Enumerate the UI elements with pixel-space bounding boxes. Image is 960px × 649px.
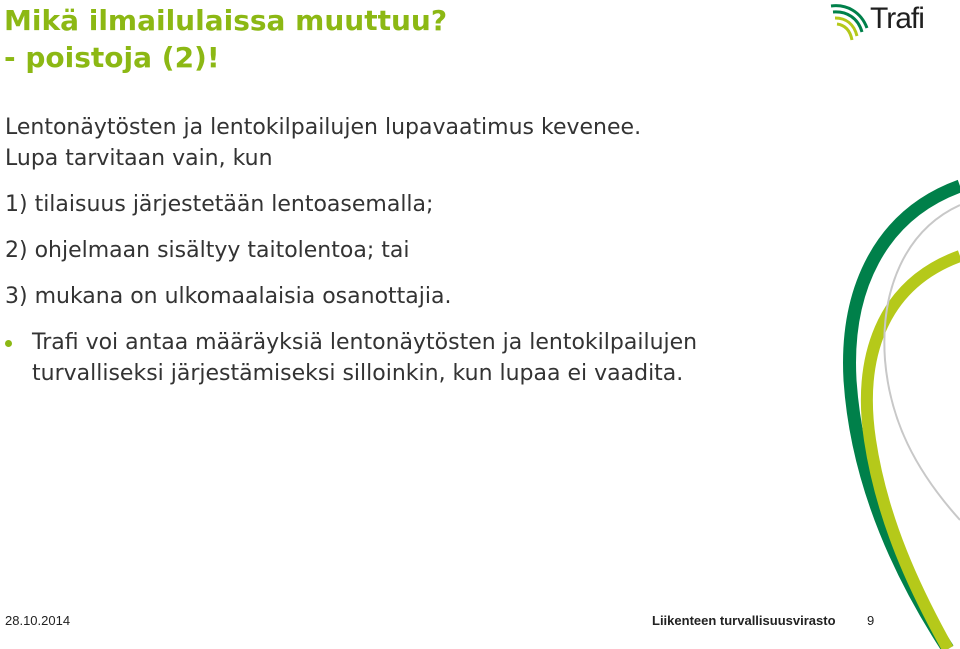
- list-item: 1) tilaisuus järjestetään lentoasemalla;: [5, 192, 434, 217]
- title-line-2: - poistoja (2)!: [4, 41, 220, 74]
- bullet-icon: [5, 340, 12, 347]
- list-item: 2) ohjelmaan sisältyy taitolentoa; tai: [5, 238, 410, 263]
- title-line-1: Mikä ilmailulaissa muuttuu?: [4, 4, 448, 37]
- bullet-paragraph: [5, 327, 795, 389]
- footer-organization: Liikenteen turvallisuusvirasto: [652, 613, 836, 628]
- page-number: 9: [867, 613, 875, 628]
- footer-date: 28.10.2014: [5, 613, 71, 628]
- slide-title: [4, 2, 447, 76]
- intro-line-1: Lentonäytösten ja lentokilpailujen lupavaatimus kevenee.: [5, 115, 642, 140]
- list-item: 3) mukana on ulkomaalaisia osanottajia.: [5, 284, 452, 309]
- trafi-logo-text: Trafi: [870, 2, 924, 35]
- bullet-text: Trafi voi antaa määräyksiä lentonäytösten ja lentokilpailujen turvalliseksi järjestämiseksi silloinkin, kun lupaa ei vaadita.: [32, 330, 698, 386]
- slide-body: [5, 112, 805, 327]
- intro-line-2: Lupa tarvitaan vain, kun: [5, 146, 273, 171]
